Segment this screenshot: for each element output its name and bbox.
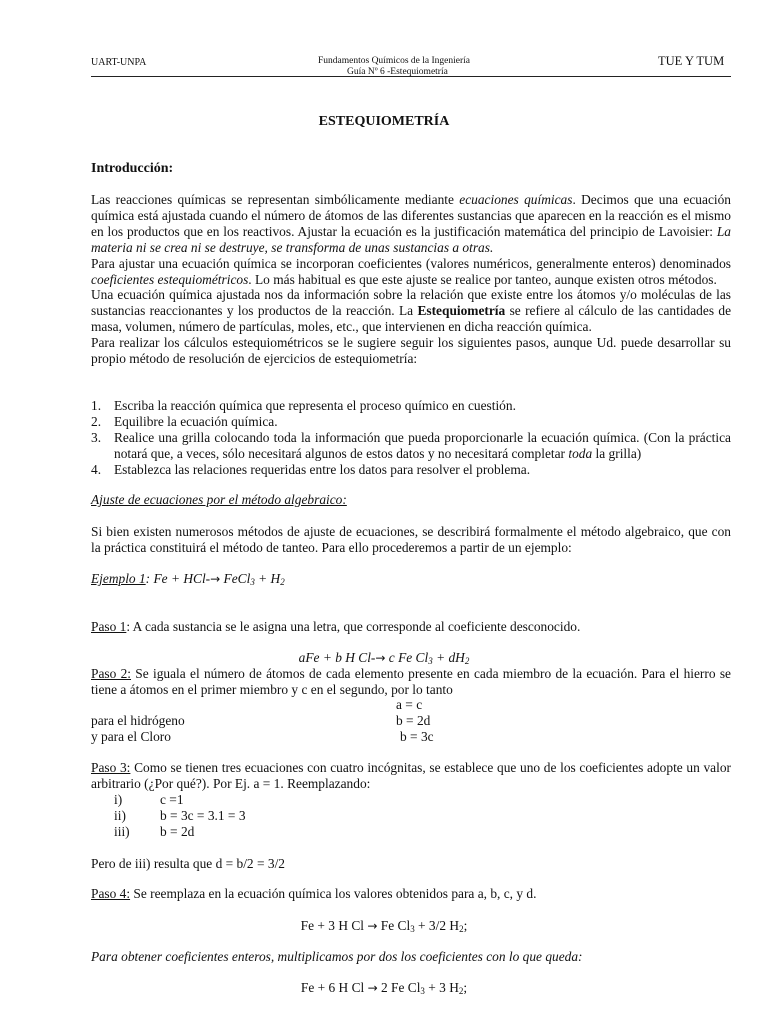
list-item: ii) [114, 808, 126, 823]
header-divider [91, 76, 731, 77]
page-title: ESTEQUIOMETRÍA [318, 114, 450, 129]
list-item: 1. Escriba la reacción química que representa el proceso químico en cuestión. [91, 398, 516, 413]
header-course-name: Fundamentos Químicos de la Ingeniería [318, 56, 470, 66]
paso-2-text: Paso 2: Se iguala el número de átomos de cada elemento presente en cada miembro de la ecuación. Para el hierro se tiene a átomos en el primer miembro y c en el segundo, por lo tanto [91, 666, 731, 697]
reaction-arrow-icon: → [375, 651, 386, 665]
header-program: TUE Y TUM [658, 54, 725, 68]
header-institution: UART-UNPA [91, 57, 147, 68]
paso-4-equation: Fe + 3 H Cl → Fe $Cl_3 + 3/2$ $H_2$; [300, 918, 468, 934]
section-title: Ajuste de ecuaciones por el método algebraico: [91, 492, 347, 507]
paso-4-text: Paso 4: Se reemplaza en la ecuación química los valores obtenidos para a, b, c, y d. [91, 886, 537, 901]
list-item: 4. Establezca las relaciones requeridas entre los datos para resolver el problema. [91, 461, 531, 477]
paso-2-eq-3: b = 3c [400, 729, 434, 744]
steps-list [91, 398, 731, 478]
list-item: 3. Realice una grilla colocando toda la información que pueda proporcionarle la ecuación química. (Con la práctica notará que, a veces, sólo necesitará algunos de estos datos y no necesitará completar toda la grilla) [91, 429, 731, 461]
note-text: Para obtener coeficientes enteros, multiplicamos por dos los coeficientes con lo que queda: [91, 949, 583, 964]
paso-3-text: Paso 3: Como se tienen tres ecuaciones con cuatro incógnitas, se establece que uno de los coeficientes adopte un valor arbitrario (¿Por qué?). Por Ej. a = 1. Reemplazando: [91, 760, 732, 791]
reaction-arrow-icon: → [367, 919, 378, 933]
intro-paragraph-3: Una ecuación química ajustada nos da información sobre la relación que existe entre los átomos y/o moléculas de las sustancias reaccionantes y los productos de la reacción. La Estequiometría se refiere al cálculo de las cantidades de masa, volumen, número de partículas, moles, etc., que intervienen en dicha reacción química. [91, 287, 732, 335]
section-intro: Si bien existen numerosos métodos de ajuste de ecuaciones, se describirá formalmente el método algebraico, que con la práctica constituirá el método de tanteo. Para ello procederemos a partir de un ejemplo: [91, 524, 731, 555]
reaction-arrow-icon: → [210, 572, 221, 586]
intro-paragraph-1: Las reacciones químicas se representan simbólicamente mediante ecuaciones químicas. Decimos que una ecuación química está ajustada cuando el número de átomos de las diferentes sustancias que aparecen en la reacción es el mismo en los productos que en los reactivos. Ajustar la ecuación es la justificación matemática del principio de Lavoisier: La materia ni se crea ni se destruye, se transforma de unas sustancias a otras. [91, 192, 731, 255]
paso-2-eq-1: a = c [396, 697, 423, 712]
paso-3-eq-iii: b = 2d [160, 824, 195, 839]
paso-3-result: Pero de iii) resulta que d = b/2 = 3/2 [91, 856, 285, 871]
intro-paragraph-2: Para ajustar una ecuación química se incorporan coeficientes (valores numéricos, generalmente enteros) denominados coeficientes estequiométricos. Lo más habitual es que este ajuste se realice por tanteo, aunque existen otros métodos. [91, 255, 731, 287]
example-equation: Ejemplo 1: Fe + HCl-→ FeCl$_3$ + $H_2$ [91, 571, 285, 587]
intro-heading: Introducción: [91, 161, 174, 176]
list-item: iii) [114, 824, 130, 839]
intro-text [91, 192, 731, 367]
intro-paragraph-4: Para realizar los cálculos estequiométricos se le sugiere seguir los siguientes pasos, aunque Ud. puede desarrollar su propio método de resolución de ejercicios de estequiometría: [91, 335, 731, 367]
paso-1-equation: aFe + b H Cl-→ c Fe $Cl_3 + dH_2$ [298, 650, 470, 666]
paso-3-eq-ii: b = 3c = 3.1 = 3 [160, 808, 246, 823]
list-item: i) [114, 792, 123, 807]
paso-2-label-h: para el hidrógeno [91, 713, 185, 728]
paso-2-label-cl: y para el Cloro [91, 729, 171, 744]
final-equation: Fe + 6 H Cl → 2 Fe $Cl_3 + 3$ $H_2$; [300, 980, 468, 996]
header-course [318, 56, 470, 78]
header-guide-name: Guía Nº 6 -Estequiometría [347, 67, 448, 77]
paso-3-eq-i: c =1 [160, 792, 184, 807]
paso-2-eq-2: b = 2d [396, 713, 431, 728]
list-item: 2. Equilibre la ecuación química. [91, 413, 278, 429]
reaction-arrow-icon: → [367, 981, 378, 995]
paso-1-text: Paso 1: A cada sustancia se le asigna una letra, que corresponde al coeficiente desconocido. [91, 619, 581, 634]
